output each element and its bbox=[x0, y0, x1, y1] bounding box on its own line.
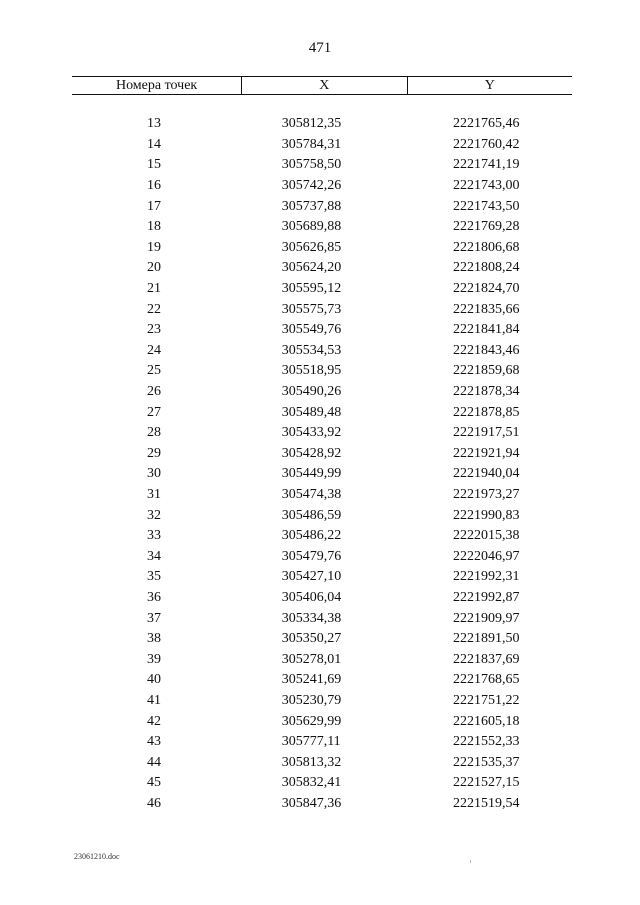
x-coordinate-cell: 305486,59 bbox=[281, 507, 342, 523]
x-coordinate-cell: 305518,95 bbox=[281, 363, 342, 379]
table-row bbox=[72, 299, 572, 320]
x-coordinate-cell: 305575,73 bbox=[281, 301, 342, 317]
x-coordinate-cell: 305406,04 bbox=[281, 589, 342, 605]
table-row bbox=[72, 114, 572, 135]
table-row bbox=[72, 341, 572, 362]
y-coordinate-cell: 2222015,38 bbox=[453, 528, 520, 544]
x-coordinate-cell: 305847,36 bbox=[281, 795, 342, 811]
point-number-cell: 33 bbox=[147, 528, 161, 544]
table-row bbox=[72, 505, 572, 526]
y-coordinate-cell: 2221878,85 bbox=[453, 404, 520, 420]
x-coordinate-cell: 305832,41 bbox=[281, 775, 342, 791]
x-coordinate-cell: 305334,38 bbox=[281, 610, 342, 626]
point-number-cell: 44 bbox=[147, 754, 161, 770]
y-coordinate-cell: 2221909,97 bbox=[453, 610, 520, 626]
y-coordinate-cell: 2221806,68 bbox=[453, 239, 520, 255]
point-number-cell: 40 bbox=[147, 672, 161, 688]
table-row bbox=[72, 196, 572, 217]
x-coordinate-cell: 305812,35 bbox=[281, 116, 342, 132]
table-row bbox=[72, 567, 572, 588]
y-coordinate-cell: 2221535,37 bbox=[453, 754, 520, 770]
x-coordinate-cell: 305241,69 bbox=[281, 672, 342, 688]
point-number-cell: 24 bbox=[147, 342, 161, 358]
point-number-cell: 34 bbox=[147, 548, 161, 564]
table-row bbox=[72, 588, 572, 609]
y-coordinate-cell: 2222046,97 bbox=[453, 548, 520, 564]
table-row bbox=[72, 794, 572, 815]
x-coordinate-cell: 305350,27 bbox=[281, 631, 342, 647]
point-number-cell: 18 bbox=[147, 219, 161, 235]
table-body bbox=[72, 95, 572, 815]
x-coordinate-cell: 305689,88 bbox=[281, 219, 342, 235]
x-coordinate-cell: 305534,53 bbox=[281, 342, 342, 358]
point-number-cell: 32 bbox=[147, 507, 161, 523]
point-number-cell: 39 bbox=[147, 651, 161, 667]
table-row bbox=[72, 732, 572, 753]
x-coordinate-cell: 305784,31 bbox=[281, 136, 342, 152]
point-number-cell: 21 bbox=[147, 281, 161, 297]
table-row bbox=[72, 217, 572, 238]
y-coordinate-cell: 2221743,50 bbox=[453, 198, 520, 214]
table-row bbox=[72, 238, 572, 259]
x-coordinate-cell: 305549,76 bbox=[281, 322, 342, 338]
y-coordinate-cell: 2221741,19 bbox=[453, 157, 520, 173]
table-row bbox=[72, 670, 572, 691]
y-coordinate-cell: 2221859,68 bbox=[453, 363, 520, 379]
table-row bbox=[72, 382, 572, 403]
x-coordinate-cell: 305813,32 bbox=[281, 754, 342, 770]
y-coordinate-cell: 2221891,50 bbox=[453, 631, 520, 647]
scan-artifact bbox=[470, 860, 471, 863]
y-coordinate-cell: 2221973,27 bbox=[453, 486, 520, 502]
x-coordinate-cell: 305278,01 bbox=[281, 651, 342, 667]
point-number-cell: 35 bbox=[147, 569, 161, 585]
x-coordinate-cell: 305626,85 bbox=[281, 239, 342, 255]
x-coordinate-cell: 305479,76 bbox=[281, 548, 342, 564]
point-number-cell: 27 bbox=[147, 404, 161, 420]
x-coordinate-cell: 305737,88 bbox=[281, 198, 342, 214]
point-number-cell: 25 bbox=[147, 363, 161, 379]
point-number-cell: 30 bbox=[147, 466, 161, 482]
point-number-cell: 15 bbox=[147, 157, 161, 173]
point-number-cell: 41 bbox=[147, 692, 161, 708]
header-y: Y bbox=[407, 77, 572, 95]
point-number-cell: 45 bbox=[147, 775, 161, 791]
coordinates-table bbox=[72, 76, 572, 814]
y-coordinate-cell: 2221768,65 bbox=[453, 672, 520, 688]
y-coordinate-cell: 2221808,24 bbox=[453, 260, 520, 276]
point-number-cell: 31 bbox=[147, 486, 161, 502]
point-number-cell: 23 bbox=[147, 322, 161, 338]
point-number-cell: 43 bbox=[147, 734, 161, 750]
y-coordinate-cell: 2221837,69 bbox=[453, 651, 520, 667]
table-header-row bbox=[72, 77, 572, 95]
point-number-cell: 46 bbox=[147, 795, 161, 811]
table-row bbox=[72, 649, 572, 670]
y-coordinate-cell: 2221921,94 bbox=[453, 445, 520, 461]
x-coordinate-cell: 305742,26 bbox=[281, 178, 342, 194]
point-number-cell: 20 bbox=[147, 260, 161, 276]
y-coordinate-cell: 2221765,46 bbox=[453, 116, 520, 132]
y-coordinate-cell: 2221835,66 bbox=[453, 301, 520, 317]
table-row bbox=[72, 279, 572, 300]
table-row bbox=[72, 402, 572, 423]
point-number-cell: 28 bbox=[147, 425, 161, 441]
x-coordinate-cell: 305428,92 bbox=[281, 445, 342, 461]
point-number-cell: 16 bbox=[147, 178, 161, 194]
point-number-cell: 26 bbox=[147, 384, 161, 400]
x-coordinate-cell: 305629,99 bbox=[281, 713, 342, 729]
y-coordinate-cell: 2221552,33 bbox=[453, 734, 520, 750]
table-row bbox=[72, 258, 572, 279]
table-row bbox=[72, 176, 572, 197]
point-number-cell: 13 bbox=[147, 116, 161, 132]
table-row bbox=[72, 691, 572, 712]
table-row bbox=[72, 773, 572, 794]
x-coordinate-cell: 305486,22 bbox=[281, 528, 342, 544]
y-coordinate-cell: 2221743,00 bbox=[453, 178, 520, 194]
point-number-cell: 42 bbox=[147, 713, 161, 729]
point-number-cell: 19 bbox=[147, 239, 161, 255]
table-row bbox=[72, 135, 572, 156]
x-coordinate-cell: 305474,38 bbox=[281, 486, 342, 502]
footer-filename: 23061210.doc bbox=[74, 852, 120, 861]
table-row bbox=[72, 546, 572, 567]
point-number-cell: 38 bbox=[147, 631, 161, 647]
y-coordinate-cell: 2221519,54 bbox=[453, 795, 520, 811]
table-row bbox=[72, 629, 572, 650]
table-row bbox=[72, 464, 572, 485]
table-row bbox=[72, 320, 572, 341]
y-coordinate-cell: 2221992,87 bbox=[453, 589, 520, 605]
x-coordinate-cell: 305230,79 bbox=[281, 692, 342, 708]
x-coordinate-cell: 305595,12 bbox=[281, 281, 342, 297]
x-coordinate-cell: 305624,20 bbox=[281, 260, 342, 276]
table-row bbox=[72, 526, 572, 547]
y-coordinate-cell: 2221760,42 bbox=[453, 136, 520, 152]
y-coordinate-cell: 2221824,70 bbox=[453, 281, 520, 297]
y-coordinate-cell: 2221940,04 bbox=[453, 466, 520, 482]
table-row bbox=[72, 608, 572, 629]
table-row bbox=[72, 155, 572, 176]
y-coordinate-cell: 2221527,15 bbox=[453, 775, 520, 791]
point-number-cell: 14 bbox=[147, 136, 161, 152]
x-coordinate-cell: 305427,10 bbox=[281, 569, 342, 585]
y-coordinate-cell: 2221992,31 bbox=[453, 569, 520, 585]
y-coordinate-cell: 2221751,22 bbox=[453, 692, 520, 708]
table-row bbox=[72, 423, 572, 444]
x-coordinate-cell: 305490,26 bbox=[281, 384, 342, 400]
table-row bbox=[72, 752, 572, 773]
y-coordinate-cell: 2221990,83 bbox=[453, 507, 520, 523]
point-number-cell: 29 bbox=[147, 445, 161, 461]
table-row bbox=[72, 444, 572, 465]
table-row bbox=[72, 485, 572, 506]
y-coordinate-cell: 2221917,51 bbox=[453, 425, 520, 441]
header-point-numbers: Номера точек bbox=[72, 77, 242, 95]
x-coordinate-cell: 305758,50 bbox=[281, 157, 342, 173]
y-coordinate-cell: 2221605,18 bbox=[453, 713, 520, 729]
y-coordinate-cell: 2221841,84 bbox=[453, 322, 520, 338]
header-spacer bbox=[72, 95, 572, 115]
point-number-cell: 36 bbox=[147, 589, 161, 605]
table-row bbox=[72, 361, 572, 382]
page-number: 471 bbox=[308, 40, 332, 56]
y-coordinate-cell: 2221769,28 bbox=[453, 219, 520, 235]
point-number-cell: 37 bbox=[147, 610, 161, 626]
table-row bbox=[72, 711, 572, 732]
x-coordinate-cell: 305489,48 bbox=[281, 404, 342, 420]
x-coordinate-cell: 305449,99 bbox=[281, 466, 342, 482]
y-coordinate-cell: 2221843,46 bbox=[453, 342, 520, 358]
x-coordinate-cell: 305433,92 bbox=[281, 425, 342, 441]
x-coordinate-cell: 305777,11 bbox=[281, 734, 341, 750]
point-number-cell: 22 bbox=[147, 301, 161, 317]
y-coordinate-cell: 2221878,34 bbox=[453, 384, 520, 400]
header-x: X bbox=[242, 77, 407, 95]
point-number-cell: 17 bbox=[147, 198, 161, 214]
